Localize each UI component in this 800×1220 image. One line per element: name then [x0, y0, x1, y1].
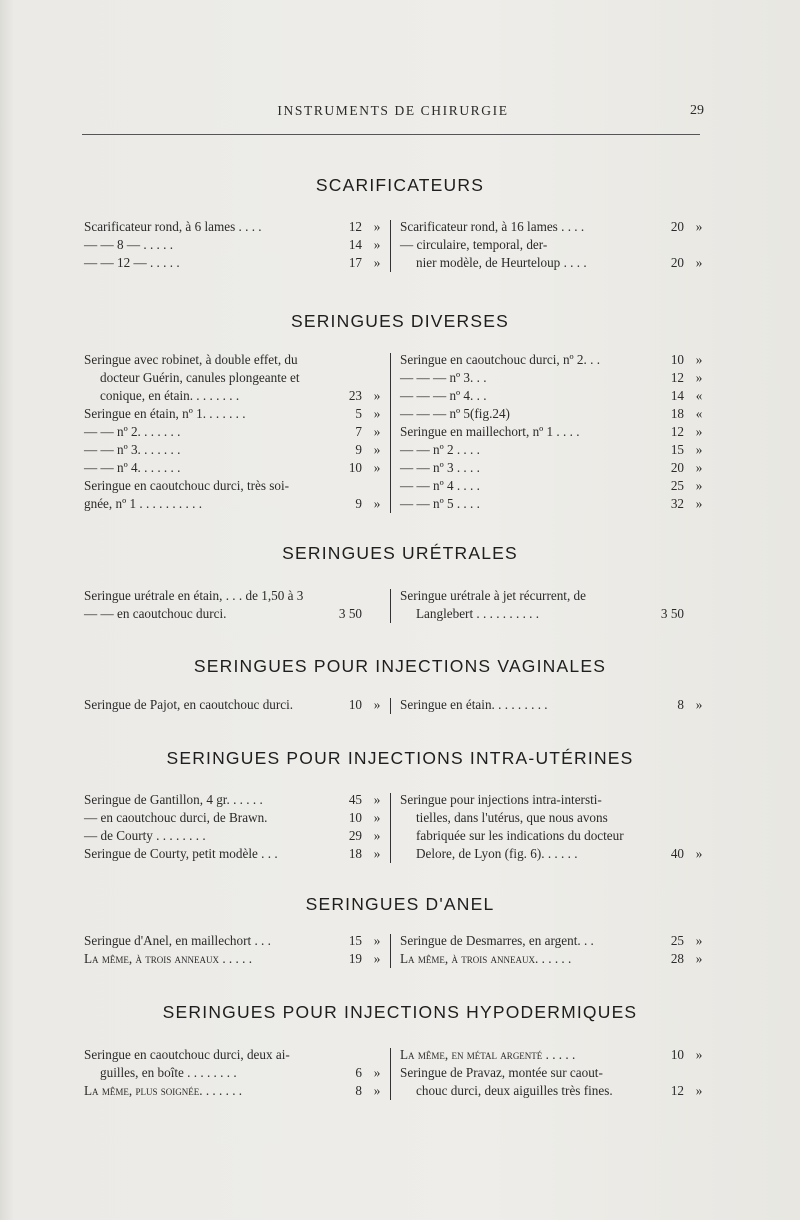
item-description: — de Courty . . . . . . . .: [84, 828, 206, 843]
item-price: 25: [670, 933, 684, 948]
catalog-line: [84, 423, 384, 441]
price-ditto-mark: »: [373, 255, 381, 270]
catalog-line: [84, 441, 384, 459]
price-ditto-mark: »: [373, 219, 381, 234]
catalog-line: [84, 495, 384, 513]
price-ditto-mark: »: [373, 1083, 381, 1098]
item-price: 6: [355, 1065, 362, 1080]
catalog-line: [400, 605, 706, 623]
item-price: 3 50: [660, 606, 684, 621]
item-description: gnée, nº 1 . . . . . . . . . .: [84, 496, 202, 511]
catalog-line: [84, 387, 384, 405]
price-ditto-mark: »: [373, 697, 381, 712]
section-heading: SERINGUES POUR INJECTIONS HYPODERMIQUES: [162, 1002, 638, 1022]
item-description: — — en caoutchouc durci.: [84, 606, 227, 621]
item-description: — — 12 — . . . . .: [84, 255, 180, 270]
price-ditto-mark: «: [695, 388, 703, 403]
item-price: 10: [670, 1047, 684, 1062]
item-description: — — nº 2 . . . .: [400, 442, 480, 457]
item-price: 18: [670, 406, 684, 421]
catalog-line: [84, 827, 384, 845]
catalog-line: [84, 1046, 384, 1064]
item-price: 10: [348, 697, 362, 712]
item-description: Seringue pour injections intra-intersti-: [400, 792, 602, 807]
item-price: 17: [348, 255, 362, 270]
price-ditto-mark: »: [695, 846, 703, 861]
item-price: 20: [670, 255, 684, 270]
item-description: tielles, dans l'utérus, que nous avons: [416, 810, 608, 825]
catalog-line: [84, 950, 384, 968]
catalog-line: [400, 791, 706, 809]
item-description: La même, à trois anneaux. . . . . .: [400, 951, 572, 966]
item-description: Seringue de Desmarres, en argent. . .: [400, 933, 594, 948]
item-description: Seringue avec robinet, à double effet, du: [84, 352, 298, 367]
left-column: [84, 587, 384, 623]
item-price: 5: [355, 406, 362, 421]
price-ditto-mark: »: [373, 951, 381, 966]
catalog-line: [84, 932, 384, 950]
item-price: 32: [670, 496, 684, 511]
item-description: Seringue d'Anel, en maillechort . . .: [84, 933, 271, 948]
column-divider: [390, 589, 391, 623]
item-description: Delore, de Lyon (fig. 6). . . . . .: [416, 846, 578, 861]
price-ditto-mark: »: [373, 424, 381, 439]
item-description: Seringue en maillechort, nº 1 . . . .: [400, 424, 580, 439]
item-price: 7: [355, 424, 362, 439]
item-description: Seringue de Pajot, en caoutchouc durci.: [84, 697, 294, 712]
catalog-line: [84, 254, 384, 272]
item-description: Seringue en caoutchouc durci, nº 2. . .: [400, 352, 601, 367]
left-column: [84, 351, 384, 513]
price-ditto-mark: »: [373, 933, 381, 948]
price-ditto-mark: »: [695, 255, 703, 270]
catalog-line: [84, 845, 384, 863]
page-number: 29: [690, 103, 704, 118]
item-description: — — 8 — . . . . .: [84, 237, 174, 252]
catalog-line: [400, 1046, 706, 1064]
item-price: 15: [670, 442, 684, 457]
item-price: 40: [670, 846, 684, 861]
item-price: 10: [670, 352, 684, 367]
column-divider: [390, 353, 391, 513]
item-description: — — nº 4. . . . . . .: [84, 460, 181, 475]
column-divider: [390, 793, 391, 863]
item-price: 25: [670, 478, 684, 493]
catalog-line: [84, 477, 384, 495]
catalog-line: [84, 1064, 384, 1082]
price-ditto-mark: »: [695, 951, 703, 966]
price-ditto-mark: »: [695, 442, 703, 457]
item-price: 18: [348, 846, 362, 861]
item-description: Seringue en étain. . . . . . . . .: [400, 697, 548, 712]
item-price: 10: [348, 460, 362, 475]
price-ditto-mark: »: [695, 460, 703, 475]
item-description: guilles, en boîte . . . . . . . .: [100, 1065, 237, 1080]
catalog-line: [400, 1064, 706, 1082]
price-ditto-mark: »: [373, 828, 381, 843]
item-description: chouc durci, deux aiguilles très fines.: [416, 1083, 613, 1098]
price-ditto-mark: »: [695, 1047, 703, 1062]
catalog-line: [84, 791, 384, 809]
item-description: — — — nº 5(fig.24): [400, 406, 510, 421]
catalog-line: [84, 351, 384, 369]
column-divider: [390, 698, 391, 714]
left-column: [84, 791, 384, 863]
item-description: Seringue de Gantillon, 4 gr. . . . . .: [84, 792, 263, 807]
catalog-line: [400, 236, 706, 254]
item-price: 12: [670, 1083, 684, 1098]
item-description: Seringue en étain, nº 1. . . . . . .: [84, 406, 246, 421]
price-ditto-mark: »: [373, 406, 381, 421]
item-description: Seringue de Pravaz, montée sur caout-: [400, 1065, 603, 1080]
right-column: [400, 696, 706, 714]
running-title: INSTRUMENTS DE CHIRURGIE: [277, 103, 509, 118]
item-description: — — — nº 4. . .: [400, 388, 487, 403]
catalog-line: [400, 254, 706, 272]
item-description: — — nº 4 . . . .: [400, 478, 480, 493]
catalog-line: [400, 405, 706, 423]
section-heading: SERINGUES POUR INJECTIONS INTRA-UTÉRINES: [166, 748, 634, 768]
price-ditto-mark: »: [695, 496, 703, 511]
item-description: — — — nº 3. . .: [400, 370, 487, 385]
item-price: 19: [348, 951, 362, 966]
catalog-line: [400, 827, 706, 845]
catalog-line: [400, 351, 706, 369]
price-ditto-mark: »: [695, 478, 703, 493]
item-description: Scarificateur rond, à 6 lames . . . .: [84, 219, 262, 234]
item-description: — — nº 3. . . . . . .: [84, 442, 181, 457]
catalog-line: [400, 495, 706, 513]
price-ditto-mark: »: [373, 460, 381, 475]
item-price: 8: [355, 1083, 362, 1098]
item-description: La même, en métal argenté . . . . .: [400, 1047, 576, 1062]
catalog-line: [84, 459, 384, 477]
catalog-line: [84, 696, 384, 714]
item-description: — en caoutchouc durci, de Brawn.: [84, 810, 268, 825]
header-rule: [82, 134, 700, 135]
price-ditto-mark: «: [695, 406, 703, 421]
price-ditto-mark: »: [695, 1083, 703, 1098]
item-price: 20: [670, 219, 684, 234]
item-description: docteur Guérin, canules plongeante et: [100, 370, 300, 385]
section-heading: SERINGUES D'ANEL: [305, 894, 495, 914]
item-description: Langlebert . . . . . . . . . .: [416, 606, 540, 621]
catalog-line: [400, 932, 706, 950]
catalog-line: [400, 369, 706, 387]
catalog-line: [400, 845, 706, 863]
catalog-line: [84, 587, 384, 605]
catalog-line: [84, 1082, 384, 1100]
price-ditto-mark: »: [373, 846, 381, 861]
catalog-line: [400, 1082, 706, 1100]
right-column: [400, 791, 706, 863]
catalog-line: [400, 441, 706, 459]
price-ditto-mark: »: [373, 442, 381, 457]
catalog-line: [400, 587, 706, 605]
price-ditto-mark: »: [695, 424, 703, 439]
item-description: Seringue urétrale à jet récurrent, de: [400, 588, 586, 603]
left-column: [84, 1046, 384, 1100]
price-ditto-mark: »: [695, 697, 703, 712]
item-description: nier modèle, de Heurteloup . . . .: [416, 255, 587, 270]
catalog-line: [400, 459, 706, 477]
catalog-line: [84, 369, 384, 387]
item-price: 23: [348, 388, 362, 403]
item-description: — — nº 5 . . . .: [400, 496, 480, 511]
price-ditto-mark: »: [373, 1065, 381, 1080]
right-column: [400, 218, 706, 272]
item-price: 9: [355, 496, 362, 511]
catalog-line: [400, 696, 706, 714]
right-column: [400, 351, 706, 513]
item-price: 15: [348, 933, 362, 948]
catalog-line: [84, 405, 384, 423]
section-heading: SERINGUES DIVERSES: [290, 311, 510, 331]
price-ditto-mark: »: [373, 237, 381, 252]
column-divider: [390, 934, 391, 968]
item-price: 3 50: [338, 606, 362, 621]
left-column: [84, 696, 384, 714]
item-price: 14: [670, 388, 684, 403]
catalog-line: [400, 809, 706, 827]
section-heading: SCARIFICATEURS: [315, 175, 485, 195]
item-price: 8: [677, 697, 684, 712]
price-ditto-mark: »: [695, 352, 703, 367]
item-price: 10: [348, 810, 362, 825]
item-description: — circulaire, temporal, der-: [400, 237, 548, 252]
right-column: [400, 932, 706, 968]
item-price: 29: [348, 828, 362, 843]
catalog-line: [84, 809, 384, 827]
item-description: La même, plus soignée. . . . . . .: [84, 1083, 243, 1098]
item-description: — — nº 2. . . . . . .: [84, 424, 181, 439]
catalog-line: [400, 477, 706, 495]
item-price: 45: [348, 792, 362, 807]
item-description: — — nº 3 . . . .: [400, 460, 480, 475]
column-divider: [390, 220, 391, 272]
left-column: [84, 932, 384, 968]
catalog-line: [400, 950, 706, 968]
price-ditto-mark: »: [695, 933, 703, 948]
section-heading: SERINGUES URÉTRALES: [282, 543, 518, 563]
item-price: 12: [670, 370, 684, 385]
price-ditto-mark: »: [373, 496, 381, 511]
item-description: Seringue en caoutchouc durci, deux ai-: [84, 1047, 290, 1062]
catalog-line: [84, 236, 384, 254]
catalog-line: [84, 605, 384, 623]
right-column: [400, 1046, 706, 1100]
item-price: 12: [670, 424, 684, 439]
section-heading: SERINGUES POUR INJECTIONS VAGINALES: [193, 656, 607, 676]
catalog-line: [400, 387, 706, 405]
column-divider: [390, 1048, 391, 1100]
catalog-line: [400, 218, 706, 236]
catalog-line: [84, 218, 384, 236]
item-description: Seringue en caoutchouc durci, très soi-: [84, 478, 290, 493]
item-description: fabriquée sur les indications du docteur: [416, 828, 624, 843]
left-column: [84, 218, 384, 272]
item-price: 14: [348, 237, 362, 252]
item-price: 12: [348, 219, 362, 234]
right-column: [400, 587, 706, 623]
item-description: La même, à trois anneaux . . . . .: [84, 951, 253, 966]
price-ditto-mark: »: [373, 810, 381, 825]
price-ditto-mark: »: [373, 388, 381, 403]
price-ditto-mark: »: [695, 370, 703, 385]
price-ditto-mark: »: [373, 792, 381, 807]
price-ditto-mark: »: [695, 219, 703, 234]
item-price: 9: [355, 442, 362, 457]
item-description: Seringue de Courty, petit modèle . . .: [84, 846, 278, 861]
item-price: 20: [670, 460, 684, 475]
item-description: conique, en étain. . . . . . . .: [100, 388, 240, 403]
item-description: Scarificateur rond, à 16 lames . . . .: [400, 219, 585, 234]
item-description: Seringue urétrale en étain, . . . de 1,50 à 3: [84, 588, 304, 603]
running-head: [82, 103, 704, 123]
item-price: 28: [670, 951, 684, 966]
catalog-line: [400, 423, 706, 441]
